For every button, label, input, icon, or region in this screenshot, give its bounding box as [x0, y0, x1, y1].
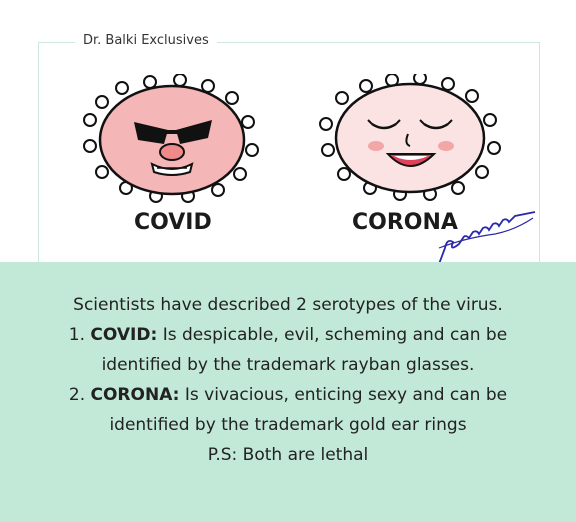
corona-virus-illustration — [306, 74, 506, 204]
covid-virus-illustration — [72, 74, 272, 204]
intro-line: Scientists have described 2 serotypes of the virus. — [73, 295, 503, 315]
covid-name: COVID: — [90, 325, 158, 345]
item-covid: 1. COVID: Is despicable, evil, scheming and can be — [68, 325, 508, 345]
item-covid-line2: identified by the trademark rayban glasses. — [101, 355, 475, 375]
covid-label: COVID — [134, 210, 212, 235]
card-title: Dr. Balki Exclusives — [75, 33, 217, 48]
corona-label: CORONA — [352, 210, 458, 235]
ps-line: P.S: Both are lethal — [207, 445, 369, 465]
item-corona: 2. CORONA: Is vivacious, enticing sexy and can be — [68, 385, 508, 405]
description-text — [0, 290, 576, 470]
item-corona-line2: identified by the trademark gold ear rings — [109, 415, 467, 435]
corona-name: CORONA: — [90, 385, 180, 405]
